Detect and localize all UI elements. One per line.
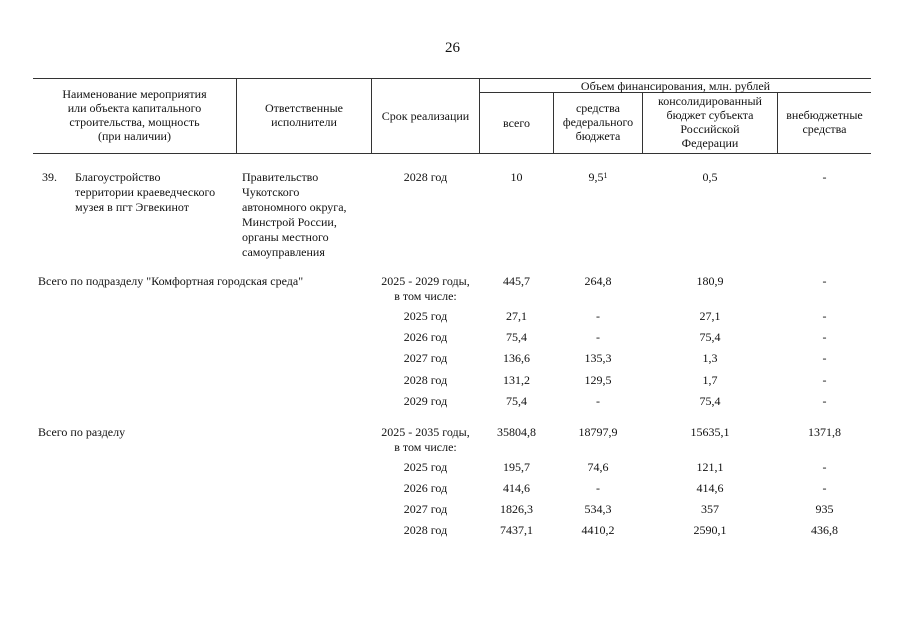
- year-regional: 75,4: [699, 394, 721, 408]
- year-regional: 414,6: [696, 481, 724, 495]
- year-extra: -: [822, 330, 827, 344]
- year-regional: 75,4: [699, 330, 721, 344]
- year-total: 136,6: [503, 351, 530, 365]
- page-number: 26: [445, 40, 460, 56]
- item-period: 2028 год: [403, 170, 448, 184]
- year-period: 2027 год: [403, 351, 448, 365]
- year-regional: 1,3: [702, 351, 718, 365]
- header-responsible-column: Ответственные исполнители: [265, 101, 343, 129]
- year-period: 2026 год: [403, 481, 448, 495]
- year-regional: 357: [701, 502, 719, 516]
- header-extra-column: внебюджетные средства: [786, 108, 863, 136]
- year-extra: -: [822, 373, 827, 387]
- subsection-total: 445,7: [503, 274, 530, 288]
- header-period-column: Срок реализации: [381, 109, 470, 123]
- item-regional: 0,5: [702, 170, 718, 184]
- item-federal: $9,5^1$: [588, 170, 608, 184]
- subsection-extra: -: [822, 274, 827, 288]
- year-regional: 1,7: [702, 373, 718, 387]
- section-extra: 1371,8: [808, 425, 841, 439]
- footnote-marker: 1: [603, 171, 608, 180]
- header-funding-group: Объем финансирования, млн. рублей: [580, 79, 771, 93]
- subsection-period: 2025 - 2029 годы, в том числе:: [381, 274, 470, 303]
- year-extra: -: [822, 394, 827, 408]
- year-total: 131,2: [503, 373, 530, 387]
- section-label: Всего по разделу: [38, 425, 126, 439]
- year-federal: -: [596, 394, 600, 408]
- year-period: 2025 год: [403, 460, 448, 474]
- item-number: 39.: [42, 170, 57, 184]
- header-regional-column: консолидированный бюджет субъекта Российской Федерации: [658, 94, 762, 150]
- header-bottom-rule: [33, 153, 871, 154]
- year-total: 195,7: [503, 460, 530, 474]
- year-period: 2026 год: [403, 330, 448, 344]
- year-extra: -: [822, 460, 827, 474]
- section-federal: 18797,9: [578, 425, 618, 439]
- year-extra: -: [822, 351, 827, 365]
- section-regional: 15635,1: [690, 425, 730, 439]
- year-total: 75,4: [506, 330, 527, 344]
- section-period: 2025 - 2035 годы, в том числе:: [381, 425, 470, 454]
- section-total: 35804,8: [497, 425, 536, 439]
- year-total: 1826,3: [500, 502, 533, 516]
- item-name: Благоустройство территории краеведческого музея в пгт Эгвекинот: [75, 170, 216, 214]
- year-federal: 74,6: [587, 460, 609, 474]
- year-total: 75,4: [506, 394, 527, 408]
- header-federal-column: средства федерального бюджета: [562, 101, 634, 143]
- subsection-regional: 180,9: [696, 274, 724, 288]
- year-total: 7437,1: [500, 523, 533, 537]
- year-period: 2025 год: [403, 309, 448, 323]
- year-federal: 135,3: [584, 351, 612, 365]
- year-extra: -: [822, 481, 827, 495]
- year-federal: -: [596, 330, 600, 344]
- year-period: 2028 год: [403, 523, 448, 537]
- year-federal: 4410,2: [581, 523, 615, 537]
- year-total: 414,6: [503, 481, 530, 495]
- year-regional: 27,1: [699, 309, 721, 323]
- year-extra: 436,8: [811, 523, 838, 537]
- item-responsible: Правительство Чукотского автономного округа, Минстрой России, органы местного самоуправления: [242, 170, 347, 259]
- year-federal: -: [596, 309, 600, 323]
- header-total-column: всего: [502, 116, 531, 130]
- year-period: 2028 год: [403, 373, 448, 387]
- header-name-column: Наименование мероприятия или объекта капитального строительства, мощность (при наличии): [62, 87, 207, 143]
- year-period: 2027 год: [403, 502, 448, 516]
- year-regional: 2590,1: [693, 523, 727, 537]
- year-extra: 935: [815, 502, 834, 516]
- year-federal: -: [596, 481, 600, 495]
- item-extra: -: [822, 170, 827, 184]
- year-total: 27,1: [506, 309, 527, 323]
- year-federal: 534,3: [584, 502, 612, 516]
- subsection-label: Всего по подразделу "Комфортная городская среда": [38, 274, 304, 288]
- subsection-federal: 264,8: [584, 274, 612, 288]
- year-extra: -: [822, 309, 827, 323]
- item-total: 10: [510, 170, 523, 184]
- year-period: 2029 год: [403, 394, 448, 408]
- year-federal: 129,5: [584, 373, 612, 387]
- year-regional: 121,1: [696, 460, 724, 474]
